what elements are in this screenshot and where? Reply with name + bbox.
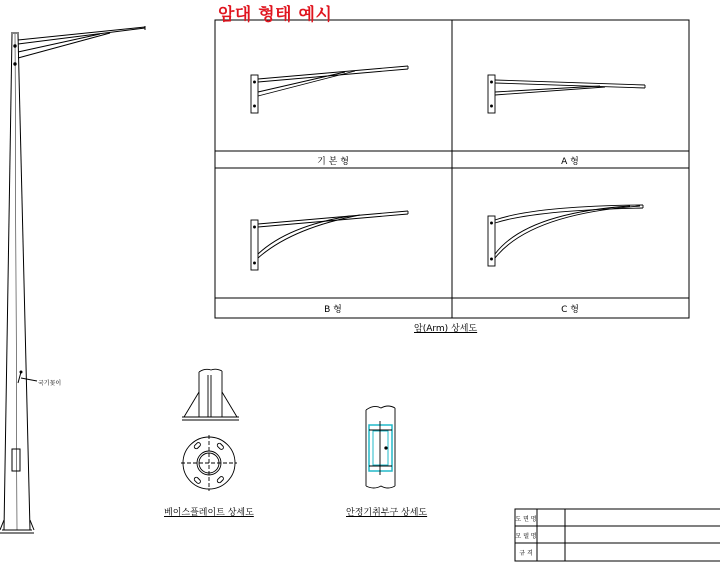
street-light-pole bbox=[0, 26, 145, 533]
stabilizer-caption: 안정기취부구 상세도 bbox=[346, 508, 428, 518]
base-plate-plan bbox=[181, 435, 237, 491]
title-block-model-name: 모 델 명 bbox=[515, 533, 537, 540]
arm-label-basic: 기 본 형 bbox=[317, 157, 349, 167]
arm-label-a: A 형 bbox=[561, 157, 579, 167]
base-plate-caption: 베이스플레이트 상세도 bbox=[164, 508, 254, 518]
page-title: 암대 형태 예시 bbox=[218, 5, 333, 25]
arm-type-grid bbox=[215, 20, 689, 318]
arm-type-b-drawing bbox=[251, 211, 408, 270]
stabilizer-mount-detail bbox=[366, 406, 395, 488]
arm-type-c-drawing bbox=[488, 205, 643, 266]
arm-label-b: B 형 bbox=[324, 305, 342, 315]
title-block-drawing-name: 도 면 명 bbox=[515, 516, 537, 523]
title-block-spec: 규 격 bbox=[519, 550, 533, 557]
arm-type-a-drawing bbox=[488, 75, 645, 113]
arm-label-c: C 형 bbox=[561, 305, 579, 315]
arm-detail-caption: 암(Arm) 상세도 bbox=[414, 324, 478, 334]
base-plate-elevation bbox=[182, 369, 239, 420]
arm-basic-drawing bbox=[251, 66, 408, 113]
flag-holder-callout: 국기꽂이 bbox=[38, 380, 62, 387]
